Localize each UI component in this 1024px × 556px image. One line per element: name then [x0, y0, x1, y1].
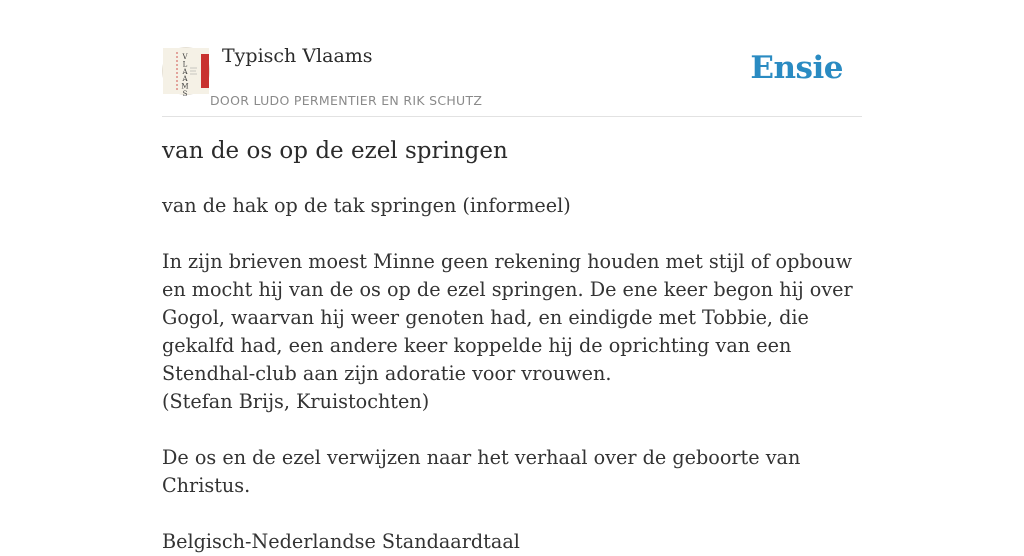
spacer — [162, 500, 862, 528]
book-cover-letter: A — [182, 67, 188, 76]
book-cover-letter: V — [182, 53, 188, 61]
book-cover-letter: S — [182, 90, 188, 98]
book-cover-letter: A — [182, 75, 188, 84]
spacer — [162, 220, 862, 248]
book-cover-letter: M — [181, 82, 189, 91]
author-byline: DOOR LUDO PERMENTIER EN RIK SCHUTZ — [210, 93, 483, 108]
entry-quote-source: (Stefan Brijs, Kruistochten) — [162, 390, 430, 413]
entry-synonym: van de hak op de tak springen (informeel) — [162, 194, 571, 217]
ensie-logo-link[interactable]: Ensie — [750, 50, 843, 86]
book-cover-icon — [163, 48, 209, 98]
page-container — [162, 0, 862, 553]
entry-quote: In zijn brieven moest Minne geen rekening houden met stijl of opbouw en mocht hij van de os op de ezel springen. De ene keer begon hij over Gogol, waarvan hij weer genoten had, en eindigde met Tobbie, die gekalfd had, een andere keer koppelde hij de oprichting van een Stendhal-club aan zijn adoratie voor vrouwen. — [162, 250, 853, 385]
entry-title: van de os op de ezel springen — [162, 138, 508, 164]
book-cover-avatar[interactable] — [162, 47, 210, 98]
book-cover-letter: L — [182, 60, 188, 69]
entry-category: Belgisch-Nederlandse Standaardtaal — [162, 530, 520, 553]
entry-body — [162, 192, 862, 556]
spacer — [162, 416, 862, 444]
entry-explanation: De os en de ezel verwijzen naar het verhaal over de geboorte van Christus. — [162, 446, 801, 497]
page-header — [162, 0, 862, 117]
book-title-link[interactable]: Typisch Vlaams — [222, 45, 373, 67]
